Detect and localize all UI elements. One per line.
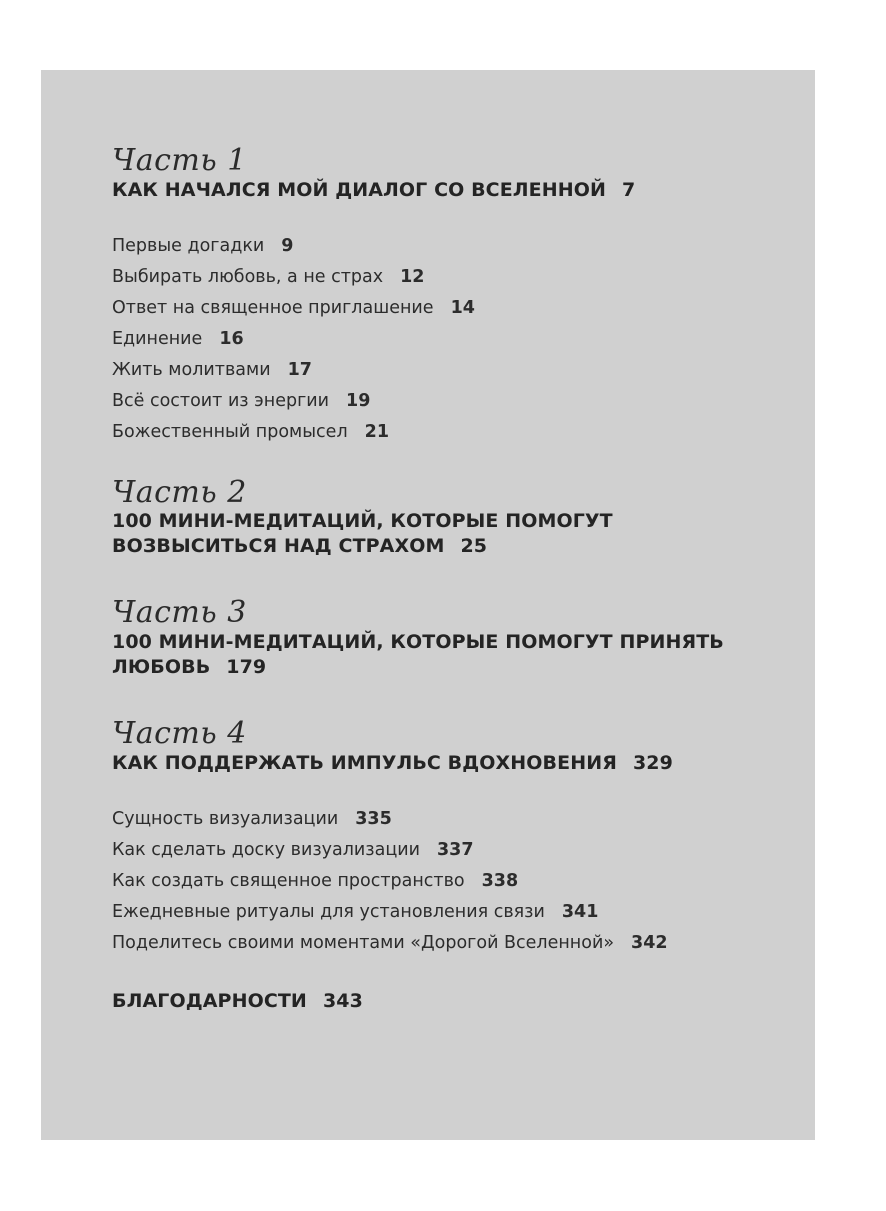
part-2-heading-line-2 (112, 534, 487, 559)
toc-item (112, 235, 293, 257)
part-2-label: Часть 2 (112, 475, 247, 510)
page-number: 341 (561, 902, 599, 922)
toc-item (112, 421, 389, 443)
part-2-heading-line-1: 100 МИНИ-МЕДИТАЦИЙ, КОТОРЫЕ ПОМОГУТ (112, 510, 613, 532)
page-number: 19 (346, 391, 371, 411)
toc-item (112, 839, 474, 861)
heading-text: КАК ПОДДЕРЖАТЬ ИМПУЛЬС ВДОХНОВЕНИЯ (112, 752, 617, 774)
heading-text: ВОЗВЫСИТЬСЯ НАД СТРАХОМ (112, 535, 445, 557)
item-title: Всё состоит из энергии (112, 391, 330, 411)
item-title: Жить молитвами (112, 360, 271, 380)
toc-item (112, 901, 598, 923)
page-number: 25 (460, 535, 488, 557)
item-title: Единение (112, 329, 203, 349)
part-4-label: Часть 4 (112, 716, 247, 751)
page-number: 343 (322, 990, 363, 1012)
toc-item (112, 297, 475, 319)
heading-text: КАК НАЧАЛСЯ МОЙ ДИАЛОГ СО ВСЕЛЕННОЙ (112, 179, 607, 201)
item-title: Первые догадки (112, 236, 265, 256)
toc-item (112, 390, 370, 412)
toc-item (112, 266, 424, 288)
item-title: Сущность визуализации (112, 809, 339, 829)
page-number: 21 (364, 422, 389, 442)
page-number: 338 (481, 871, 519, 891)
item-title: Поделитесь своими моментами «Дорогой Вселенной» (112, 933, 615, 953)
item-title: Божественный промысел (112, 422, 348, 442)
heading-text: ЛЮБОВЬ (112, 656, 211, 678)
page-number: 337 (437, 840, 474, 860)
page-number: 12 (400, 267, 425, 287)
acknowledgements-heading (112, 989, 363, 1014)
page-number: 17 (287, 360, 312, 380)
page-number: 329 (632, 752, 673, 774)
item-title: Как создать священное пространство (112, 871, 465, 891)
part-3-label: Часть 3 (112, 595, 247, 630)
toc-item (112, 870, 518, 892)
item-title: Как сделать доску визуализации (112, 840, 420, 860)
part-3-heading-line-2 (112, 655, 266, 680)
page-number: 16 (219, 329, 244, 349)
part-4-heading (112, 751, 673, 776)
page-number: 7 (622, 179, 636, 201)
page-number: 9 (281, 236, 294, 256)
toc-item (112, 932, 668, 954)
page-number: 342 (631, 933, 668, 953)
toc-item (112, 808, 392, 830)
page-number: 14 (450, 298, 475, 318)
item-title: Ответ на священное приглашение (112, 298, 434, 318)
part-1-label: Часть 1 (112, 143, 247, 178)
item-title: Выбирать любовь, а не страх (112, 267, 384, 287)
page-number: 179 (226, 656, 267, 678)
heading-text: БЛАГОДАРНОСТИ (112, 990, 307, 1012)
part-1-heading (112, 178, 635, 203)
toc-item (112, 328, 244, 350)
part-3-heading-line-1: 100 МИНИ-МЕДИТАЦИЙ, КОТОРЫЕ ПОМОГУТ ПРИНЯТЬ (112, 631, 724, 653)
toc-item (112, 359, 312, 381)
item-title: Ежедневные ритуалы для установления связи (112, 902, 545, 922)
page-number: 335 (355, 809, 392, 829)
